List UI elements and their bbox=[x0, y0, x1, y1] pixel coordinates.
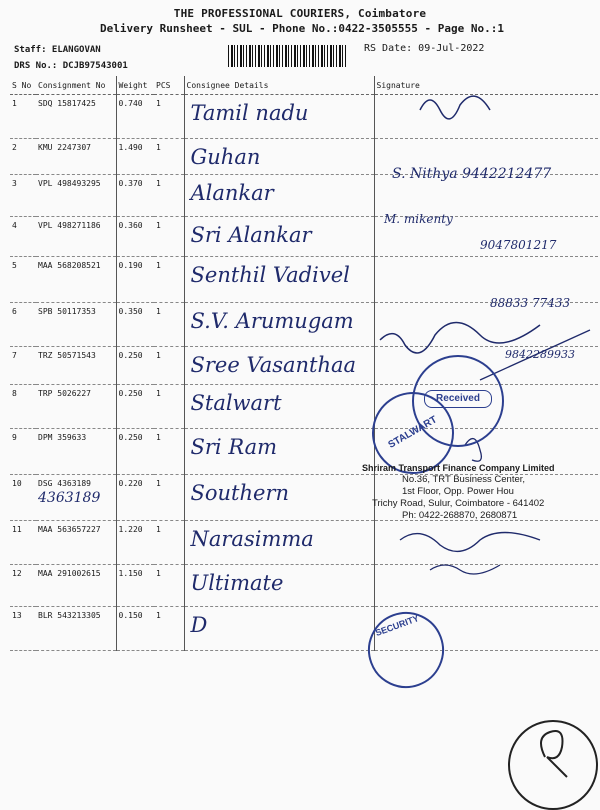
cell-consignee bbox=[184, 217, 374, 257]
cell-pcs bbox=[154, 475, 184, 521]
cell-consignment-text: SDQ 15817425 bbox=[38, 99, 96, 108]
cell-sno bbox=[10, 217, 36, 257]
cell-weight bbox=[116, 565, 154, 607]
cell-weight bbox=[116, 607, 154, 651]
table-row bbox=[10, 139, 598, 175]
cell-sno-text: 9 bbox=[12, 433, 17, 442]
col-consignment-header: Consignment No bbox=[36, 76, 116, 95]
cell-pcs-text: 1 bbox=[156, 433, 161, 442]
cell-consignee bbox=[184, 347, 374, 385]
cell-pcs-text: 1 bbox=[156, 143, 161, 152]
cell-consignment-text: DPM 359633 bbox=[38, 433, 87, 442]
cell-sno bbox=[10, 429, 36, 475]
cell-sno bbox=[10, 565, 36, 607]
cell-pcs bbox=[154, 257, 184, 303]
shriram-name: Shriram Transport Finance Company Limited bbox=[362, 463, 555, 473]
table-row bbox=[10, 217, 598, 257]
cell-signature bbox=[374, 95, 598, 139]
cell-pcs bbox=[154, 217, 184, 257]
cell-signature bbox=[374, 175, 598, 217]
cell-consignment bbox=[36, 607, 116, 651]
cell-weight-text: 1.220 bbox=[118, 525, 143, 534]
cell-consignment bbox=[36, 475, 116, 521]
shriram-addr1: No.36, TRT Business Center, bbox=[402, 474, 526, 485]
cell-sno-text: 10 bbox=[12, 479, 22, 488]
cell-signature bbox=[374, 565, 598, 607]
cell-consignee bbox=[184, 475, 374, 521]
cell-sno-text: 7 bbox=[12, 351, 17, 360]
cell-pcs-text: 1 bbox=[156, 261, 161, 270]
cell-consignment-text: DSG 4363189 bbox=[38, 479, 91, 488]
cell-consignment bbox=[36, 347, 116, 385]
cell-sno-text: 11 bbox=[12, 525, 22, 534]
cell-pcs-text: 1 bbox=[156, 611, 161, 620]
cell-consignee bbox=[184, 385, 374, 429]
cell-sno bbox=[10, 347, 36, 385]
cell-sno-text: 2 bbox=[12, 143, 17, 152]
table-header-row bbox=[10, 76, 598, 95]
page-subtitle: Delivery Runsheet - SUL - Phone No.:0422-3505555 - Page No.:1 bbox=[100, 22, 504, 35]
cell-signature bbox=[374, 257, 598, 303]
table-row bbox=[10, 95, 598, 139]
cell-consignment-text: MAA 291002615 bbox=[38, 569, 101, 578]
runsheet-table bbox=[10, 76, 598, 651]
sig-row4: 9047801217 bbox=[480, 238, 557, 252]
cell-consignment-text: TRZ 50571543 bbox=[38, 351, 96, 360]
cell-consignee bbox=[184, 139, 374, 175]
cell-weight bbox=[116, 175, 154, 217]
cell-consignment bbox=[36, 95, 116, 139]
security-stamp: SECURITY bbox=[357, 601, 454, 698]
consignee-handwriting: Sri Ram bbox=[190, 435, 278, 459]
table-row bbox=[10, 475, 598, 521]
table-row bbox=[10, 607, 598, 651]
sig-row5: 88833 77433 bbox=[490, 296, 571, 310]
table-row bbox=[10, 521, 598, 565]
cell-pcs bbox=[154, 95, 184, 139]
cell-consignment-text: BLR 543213305 bbox=[38, 611, 101, 620]
cell-weight-text: 0.740 bbox=[118, 99, 143, 108]
cell-consignment-text: MAA 568208521 bbox=[38, 261, 101, 270]
col-consignee-header: Consignee Details bbox=[184, 76, 374, 95]
cell-sno bbox=[10, 385, 36, 429]
cell-consignment bbox=[36, 217, 116, 257]
page-title: THE PROFESSIONAL COURIERS, Coimbatore bbox=[173, 7, 427, 20]
cell-consignment-text: SPB 50117353 bbox=[38, 307, 96, 316]
consignee-handwriting: Senthil Vadivel bbox=[190, 263, 350, 287]
cell-sno-text: 4 bbox=[12, 221, 17, 230]
cell-pcs-text: 1 bbox=[156, 479, 161, 488]
cell-sno bbox=[10, 95, 36, 139]
cell-consignee bbox=[184, 257, 374, 303]
cell-weight-text: 0.370 bbox=[118, 179, 143, 188]
consignee-handwriting: Ultimate bbox=[190, 571, 284, 595]
cell-weight bbox=[116, 95, 154, 139]
consignee-handwriting: Southern bbox=[190, 481, 290, 505]
cell-sno bbox=[10, 139, 36, 175]
cell-pcs-text: 1 bbox=[156, 179, 161, 188]
cell-weight-text: 0.250 bbox=[118, 433, 143, 442]
table-row bbox=[10, 429, 598, 475]
cell-signature bbox=[374, 217, 598, 257]
cell-pcs-text: 1 bbox=[156, 221, 161, 230]
cell-consignment-text: MAA 563657227 bbox=[38, 525, 101, 534]
cell-pcs-text: 1 bbox=[156, 569, 161, 578]
cell-weight bbox=[116, 139, 154, 175]
cell-signature bbox=[374, 385, 598, 429]
cell-consignment bbox=[36, 257, 116, 303]
cell-consignment bbox=[36, 175, 116, 217]
cell-pcs bbox=[154, 607, 184, 651]
cell-weight bbox=[116, 475, 154, 521]
shriram-phone: Ph: 0422-268870, 2680871 bbox=[402, 510, 518, 521]
sig-row2: S. Nithya 9442212477 bbox=[392, 166, 552, 182]
cell-consignee bbox=[184, 521, 374, 565]
cell-pcs bbox=[154, 521, 184, 565]
consignee-handwriting: Sri Alankar bbox=[190, 223, 312, 247]
cell-pcs bbox=[154, 565, 184, 607]
shriram-addr2: 1st Floor, Opp. Power Hou bbox=[402, 486, 514, 497]
cell-consignment bbox=[36, 303, 116, 347]
cell-weight bbox=[116, 385, 154, 429]
barcode bbox=[228, 45, 348, 67]
sig-row6: 9842289933 bbox=[505, 348, 575, 361]
cell-signature bbox=[374, 347, 598, 385]
cell-sno bbox=[10, 175, 36, 217]
consignee-handwriting: Guhan bbox=[190, 145, 261, 169]
cell-consignment bbox=[36, 385, 116, 429]
cell-sno-text: 13 bbox=[12, 611, 22, 620]
cell-signature bbox=[374, 521, 598, 565]
cell-consignee bbox=[184, 607, 374, 651]
cell-sno bbox=[10, 607, 36, 651]
cell-consignment-text: TRP 5026227 bbox=[38, 389, 91, 398]
cell-consignee bbox=[184, 175, 374, 217]
cell-weight-text: 0.190 bbox=[118, 261, 143, 270]
cell-pcs-text: 1 bbox=[156, 525, 161, 534]
drs-number: DRS No.: DCJB97543001 bbox=[14, 61, 128, 71]
cell-pcs-text: 1 bbox=[156, 99, 161, 108]
table-row bbox=[10, 347, 598, 385]
cell-consignee bbox=[184, 303, 374, 347]
cell-weight-text: 0.360 bbox=[118, 221, 143, 230]
cell-weight-text: 1.150 bbox=[118, 569, 143, 578]
table-row bbox=[10, 303, 598, 347]
cell-signature bbox=[374, 607, 598, 651]
rs-date: RS Date: 09-Jul-2022 bbox=[364, 43, 485, 54]
consignee-handwriting: D bbox=[190, 613, 208, 637]
cell-sno-text: 1 bbox=[12, 99, 17, 108]
cell-weight-text: 0.150 bbox=[118, 611, 143, 620]
cell-sno bbox=[10, 303, 36, 347]
consignee-handwriting: Tamil nadu bbox=[190, 101, 309, 125]
cell-pcs-text: 1 bbox=[156, 307, 161, 316]
consignee-handwriting: Sree Vasanthaa bbox=[190, 353, 357, 377]
cell-consignment bbox=[36, 429, 116, 475]
cell-weight bbox=[116, 429, 154, 475]
cell-signature bbox=[374, 303, 598, 347]
consignee-handwriting: Narasimma bbox=[190, 527, 314, 551]
cell-sno-text: 6 bbox=[12, 307, 17, 316]
cell-weight bbox=[116, 217, 154, 257]
cell-signature bbox=[374, 429, 598, 475]
cell-consignee bbox=[184, 429, 374, 475]
cell-pcs-text: 1 bbox=[156, 351, 161, 360]
consignee-handwriting: S.V. Arumugam bbox=[190, 309, 354, 333]
table-row bbox=[10, 257, 598, 303]
cell-consignment-text: VPL 498493295 bbox=[38, 179, 101, 188]
cell-weight bbox=[116, 303, 154, 347]
col-signature-header: Signature bbox=[374, 76, 598, 95]
cell-pcs bbox=[154, 175, 184, 217]
cell-sno-text: 5 bbox=[12, 261, 17, 270]
cell-consignment-text: VPL 498271186 bbox=[38, 221, 101, 230]
consignee-handwriting: Alankar bbox=[190, 181, 274, 205]
staff-label: Staff: ELANGOVAN bbox=[14, 45, 101, 55]
cell-consignment bbox=[36, 565, 116, 607]
cell-consignment bbox=[36, 521, 116, 565]
table-row bbox=[10, 175, 598, 217]
cell-weight-text: 1.490 bbox=[118, 143, 143, 152]
cell-weight-text: 0.220 bbox=[118, 479, 143, 488]
received-label: Received bbox=[424, 390, 492, 408]
cell-sno-text: 3 bbox=[12, 179, 17, 188]
sig-row3: M. mikenty bbox=[384, 212, 453, 226]
cell-pcs bbox=[154, 347, 184, 385]
cell-sno bbox=[10, 257, 36, 303]
cell-pcs bbox=[154, 303, 184, 347]
cell-consignment bbox=[36, 139, 116, 175]
shriram-addr3: Trichy Road, Sulur, Coimbatore - 641402 bbox=[372, 498, 545, 509]
cell-sno bbox=[10, 521, 36, 565]
cell-consignee bbox=[184, 565, 374, 607]
cell-pcs bbox=[154, 385, 184, 429]
cell-signature bbox=[374, 475, 598, 521]
col-weight-header: Weight bbox=[116, 76, 154, 95]
cell-pcs bbox=[154, 429, 184, 475]
cell-consignee bbox=[184, 95, 374, 139]
cell-consignment-text: KMU 2247307 bbox=[38, 143, 91, 152]
cell-sno-text: 8 bbox=[12, 389, 17, 398]
consignee-handwriting: Stalwart bbox=[190, 391, 282, 415]
cell-weight-text: 0.350 bbox=[118, 307, 143, 316]
cell-sno bbox=[10, 475, 36, 521]
cell-weight bbox=[116, 257, 154, 303]
table-row bbox=[10, 385, 598, 429]
round-seal-stamp bbox=[508, 720, 598, 810]
col-pcs-header: PCS bbox=[154, 76, 184, 95]
col-sno-header: S No bbox=[10, 76, 36, 95]
cell-weight-text: 0.250 bbox=[118, 351, 143, 360]
cell-weight bbox=[116, 521, 154, 565]
cell-signature bbox=[374, 139, 598, 175]
table-row bbox=[10, 565, 598, 607]
cell-sno-text: 12 bbox=[12, 569, 22, 578]
cell-weight-text: 0.250 bbox=[118, 389, 143, 398]
cell-pcs bbox=[154, 139, 184, 175]
stalwart-stamp: STALWART bbox=[357, 377, 469, 489]
handwritten-note: 4363189 bbox=[38, 490, 101, 506]
cell-weight bbox=[116, 347, 154, 385]
cell-pcs-text: 1 bbox=[156, 389, 161, 398]
